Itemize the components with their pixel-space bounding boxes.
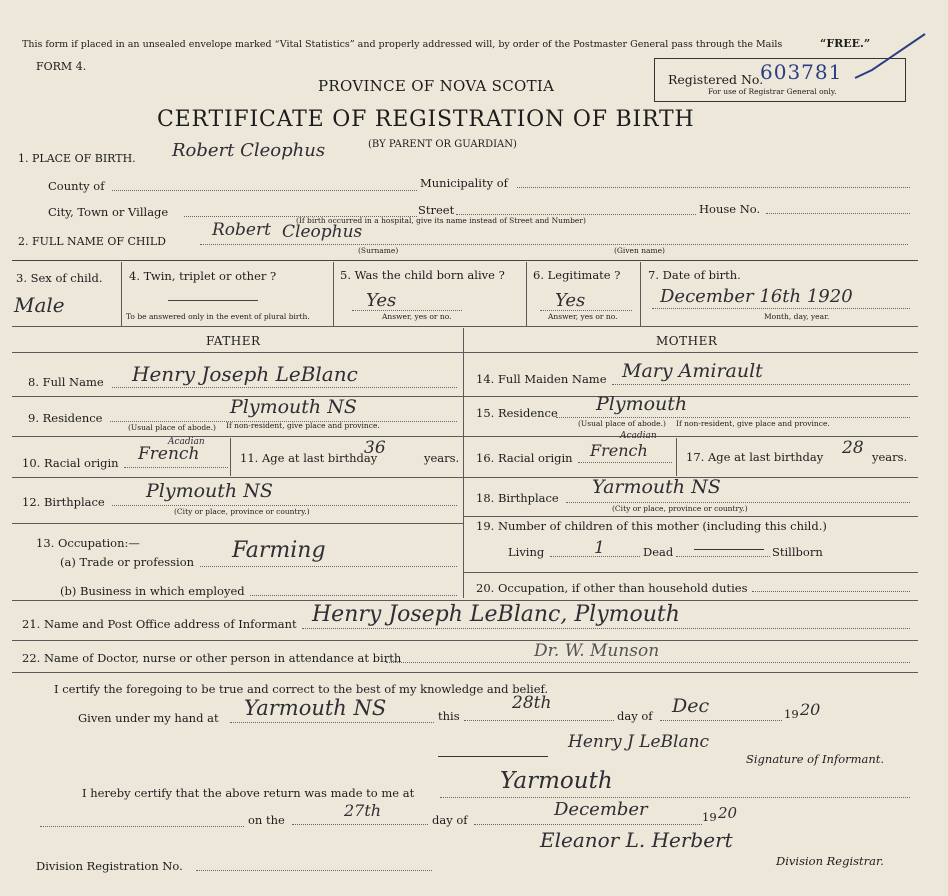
father-racial-value: French: [138, 444, 200, 464]
mother-birthplace-value: Yarmouth NS: [592, 476, 721, 498]
postal-notice: This form if placed in an unsealed envelope marked “Vital Statistics” and properly addressed will, by order of the Postmaster General pass through the Mails: [22, 39, 783, 50]
father-racial-extra: Acadian: [168, 437, 205, 447]
father-heading: FATHER: [206, 334, 261, 348]
father-birthplace-line: [112, 505, 457, 506]
mother-years-label: years.: [872, 450, 908, 464]
father-rule-2: [12, 436, 463, 437]
registrar-day-line: [292, 824, 428, 825]
stillborn-label: Stillborn: [772, 545, 823, 559]
date-of-birth-note: Month, day, year.: [764, 312, 830, 321]
living-line: [550, 556, 640, 557]
mother-rule-5: [463, 572, 918, 573]
date-of-birth-label: 7. Date of birth.: [648, 268, 741, 282]
row3-divider-2: [333, 262, 334, 326]
mother-name-value: Mary Amirault: [622, 360, 763, 382]
given-place-value: Yarmouth NS: [244, 696, 387, 720]
dead-label: Dead: [643, 545, 674, 559]
certify-text: I certify the foregoing to be true and correct to the best of my knowledge and belief.: [54, 682, 549, 696]
father-name-line: [112, 387, 457, 388]
sex-label: 3. Sex of child.: [16, 271, 103, 285]
father-rule-4: [12, 523, 463, 524]
mother-residence-value: Plymouth: [596, 393, 688, 415]
city-label: City, Town or Village: [48, 205, 169, 219]
father-years-label: years.: [424, 451, 460, 465]
street-line: [456, 214, 696, 215]
mother-children-label: 19. Number of children of this mother (including this child.): [476, 519, 827, 533]
given-day-of-label: day of: [617, 709, 653, 723]
row3-divider-1: [121, 262, 122, 326]
mother-occupation-line: [752, 591, 910, 592]
county-line: [112, 190, 417, 191]
twin-dash: [168, 300, 258, 301]
house-no-line: [766, 213, 910, 214]
municipality-line: [517, 187, 910, 188]
registrar-signature: Eleanor L. Herbert: [540, 828, 733, 852]
form-number: FORM 4.: [36, 60, 87, 73]
living-label: Living: [508, 545, 545, 559]
street-label: Street: [418, 203, 455, 217]
father-trade-line: [200, 566, 457, 567]
father-residence-label: 9. Residence: [28, 411, 103, 425]
date-of-birth-line: [652, 308, 910, 309]
legitimate-note: Answer, yes or no.: [548, 312, 618, 321]
informant-label: 21. Name and Post Office address of Informant: [22, 617, 297, 631]
born-alive-note: Answer, yes or no.: [382, 312, 452, 321]
legitimate-line: [540, 310, 632, 311]
born-alive-label: 5. Was the child born alive ?: [340, 268, 505, 282]
mother-age-value: 28: [842, 438, 864, 458]
father-birthplace-note: (City or place, province or country.): [174, 507, 310, 516]
short-rule: [438, 756, 548, 757]
parents-divider: [463, 328, 464, 598]
father-business-line: [250, 595, 457, 596]
given-month-value: Dec: [672, 695, 710, 717]
father-age-value: 36: [364, 438, 386, 458]
child-name-line: [200, 244, 908, 245]
registrar-day-value: 27th: [344, 801, 382, 820]
informant-rule: [12, 640, 918, 641]
given-under-label: Given under my hand at: [78, 711, 219, 725]
mother-residence-line: [556, 417, 910, 418]
on-the-label: on the: [248, 813, 285, 827]
mother-birthplace-line: [566, 502, 910, 503]
registrar-place-value: Yarmouth: [500, 768, 613, 794]
doctor-line: [386, 662, 910, 663]
doctor-value: Dr. W. Munson: [534, 641, 660, 661]
mother-residence-note: (Usual place of abode.): [578, 419, 666, 428]
registrar-year-prefix: 19: [702, 810, 717, 824]
mother-age-label: 17. Age at last birthday: [686, 450, 824, 464]
mother-rule-1: [463, 396, 918, 397]
doctor-rule: [12, 672, 918, 673]
mother-rule-4: [463, 516, 918, 517]
given-place-line: [230, 722, 434, 723]
father-name-value: Henry Joseph LeBlanc: [132, 362, 358, 386]
mother-racial-value: French: [590, 441, 648, 460]
given-year-value: 20: [800, 700, 821, 719]
hospital-note: (If birth occurred in a hospital, give its name instead of Street and Number): [296, 216, 586, 225]
father-age-label: 11. Age at last birthday: [240, 451, 378, 465]
child-given-value: Cleophus: [282, 222, 363, 242]
registrar-month-value: December: [554, 799, 648, 820]
father-trade-label: (a) Trade or profession: [60, 555, 195, 569]
mother-racial-extra: Acadian: [620, 431, 657, 441]
parents-heading-rule: [12, 352, 918, 353]
municipality-label: Municipality of: [420, 176, 508, 190]
given-day-value: 28th: [512, 693, 552, 713]
row3-divider-4: [640, 262, 641, 326]
father-trade-value: Farming: [232, 538, 326, 563]
legitimate-label: 6. Legitimate ?: [533, 268, 621, 282]
given-month-line: [660, 720, 782, 721]
mother-nonresident-note: If non-resident, give place and province.: [676, 419, 830, 428]
father-nonresident-note: If non-resident, give place and province.: [226, 421, 380, 430]
date-of-birth-value: December 16th 1920: [660, 286, 853, 307]
mother-age-divider: [676, 438, 677, 476]
row3-divider-3: [526, 262, 527, 326]
father-business-label: (b) Business in which employed: [60, 584, 245, 598]
father-birthplace-value: Plymouth NS: [146, 480, 273, 502]
father-birthplace-label: 12. Birthplace: [22, 495, 105, 509]
given-day-line: [464, 720, 614, 721]
registrar-month-line: [474, 824, 702, 825]
living-value: 1: [594, 538, 605, 558]
mother-occupation-label: 20. Occupation, if other than household duties: [476, 581, 748, 595]
mother-racial-label: 16. Racial origin: [476, 451, 573, 465]
division-registration-label: Division Registration No.: [36, 859, 183, 873]
house-no-label: House No.: [699, 202, 761, 216]
registrar-day-of-label: day of: [432, 813, 468, 827]
mother-name-label: 14. Full Maiden Name: [476, 372, 607, 386]
father-name-label: 8. Full Name: [28, 375, 104, 389]
division-registrar-caption: Division Registrar.: [776, 854, 884, 868]
parents-bottom-rule: [12, 600, 918, 601]
legitimate-value: Yes: [555, 290, 586, 311]
mother-racial-line: [578, 462, 672, 463]
doctor-label: 22. Name of Doctor, nurse or other person in attendance at birth: [22, 651, 402, 665]
mother-heading: MOTHER: [656, 334, 718, 348]
informant-line: [302, 628, 910, 629]
dead-dash: [694, 549, 764, 550]
county-label: County of: [48, 179, 105, 193]
twin-label: 4. Twin, triplet or other ?: [129, 269, 277, 283]
father-racial-line: [124, 467, 228, 468]
given-name-caption: (Given name): [614, 246, 665, 255]
place-of-birth-label: 1. PLACE OF BIRTH.: [18, 152, 136, 165]
informant-value: Henry Joseph LeBlanc, Plymouth: [312, 602, 680, 627]
father-residence-note: (Usual place of abode.): [128, 423, 216, 432]
child-name-label: 2. FULL NAME OF CHILD: [18, 235, 166, 248]
dead-line: [676, 556, 770, 557]
father-rule-3: [12, 477, 463, 478]
mother-birthplace-label: 18. Birthplace: [476, 491, 559, 505]
certificate-subtitle: (BY PARENT OR GUARDIAN): [368, 139, 517, 150]
registrar-place-line: [440, 797, 910, 798]
division-registration-line: [196, 870, 432, 871]
informant-signature-caption: Signature of Informant.: [746, 752, 885, 766]
sex-value: Male: [14, 293, 65, 317]
father-racial-label: 10. Racial origin: [22, 456, 119, 470]
born-alive-line: [352, 310, 462, 311]
this-label: this: [438, 709, 460, 723]
row3-top-rule: [12, 260, 918, 261]
blue-check-mark: [850, 30, 930, 85]
born-alive-value: Yes: [366, 290, 397, 311]
certificate-title: CERTIFICATE OF REGISTRATION OF BIRTH: [157, 107, 695, 132]
registered-number: 603781: [760, 60, 843, 84]
mother-name-line: [612, 384, 910, 385]
registrar-date-leader: [40, 826, 244, 827]
row3-bottom-rule: [12, 326, 918, 327]
mother-rule-2: [463, 436, 918, 437]
place-of-birth-value: Robert Cleophus: [172, 140, 326, 161]
registered-label: Registered No.: [668, 72, 764, 87]
twin-note: To be answered only in the event of plural birth.: [126, 312, 310, 321]
postal-notice-free: “FREE.”: [820, 37, 871, 50]
given-year-prefix: 19: [784, 707, 799, 721]
mother-residence-label: 15. Residence: [476, 406, 558, 420]
registrar-certify-text: I hereby certify that the above return was made to me at: [82, 786, 415, 800]
surname-caption: (Surname): [358, 246, 399, 255]
father-residence-value: Plymouth NS: [230, 396, 357, 418]
informant-signature: Henry J LeBlanc: [568, 732, 710, 752]
child-surname-value: Robert: [212, 220, 271, 240]
registrar-year-value: 20: [718, 804, 738, 822]
mother-birthplace-note: (City or place, province or country.): [612, 504, 748, 513]
father-occupation-label: 13. Occupation:—: [36, 536, 140, 550]
registrar-use-note: For use of Registrar General only.: [708, 87, 837, 96]
father-age-divider: [230, 438, 231, 476]
province-heading: PROVINCE OF NOVA SCOTIA: [318, 77, 555, 95]
